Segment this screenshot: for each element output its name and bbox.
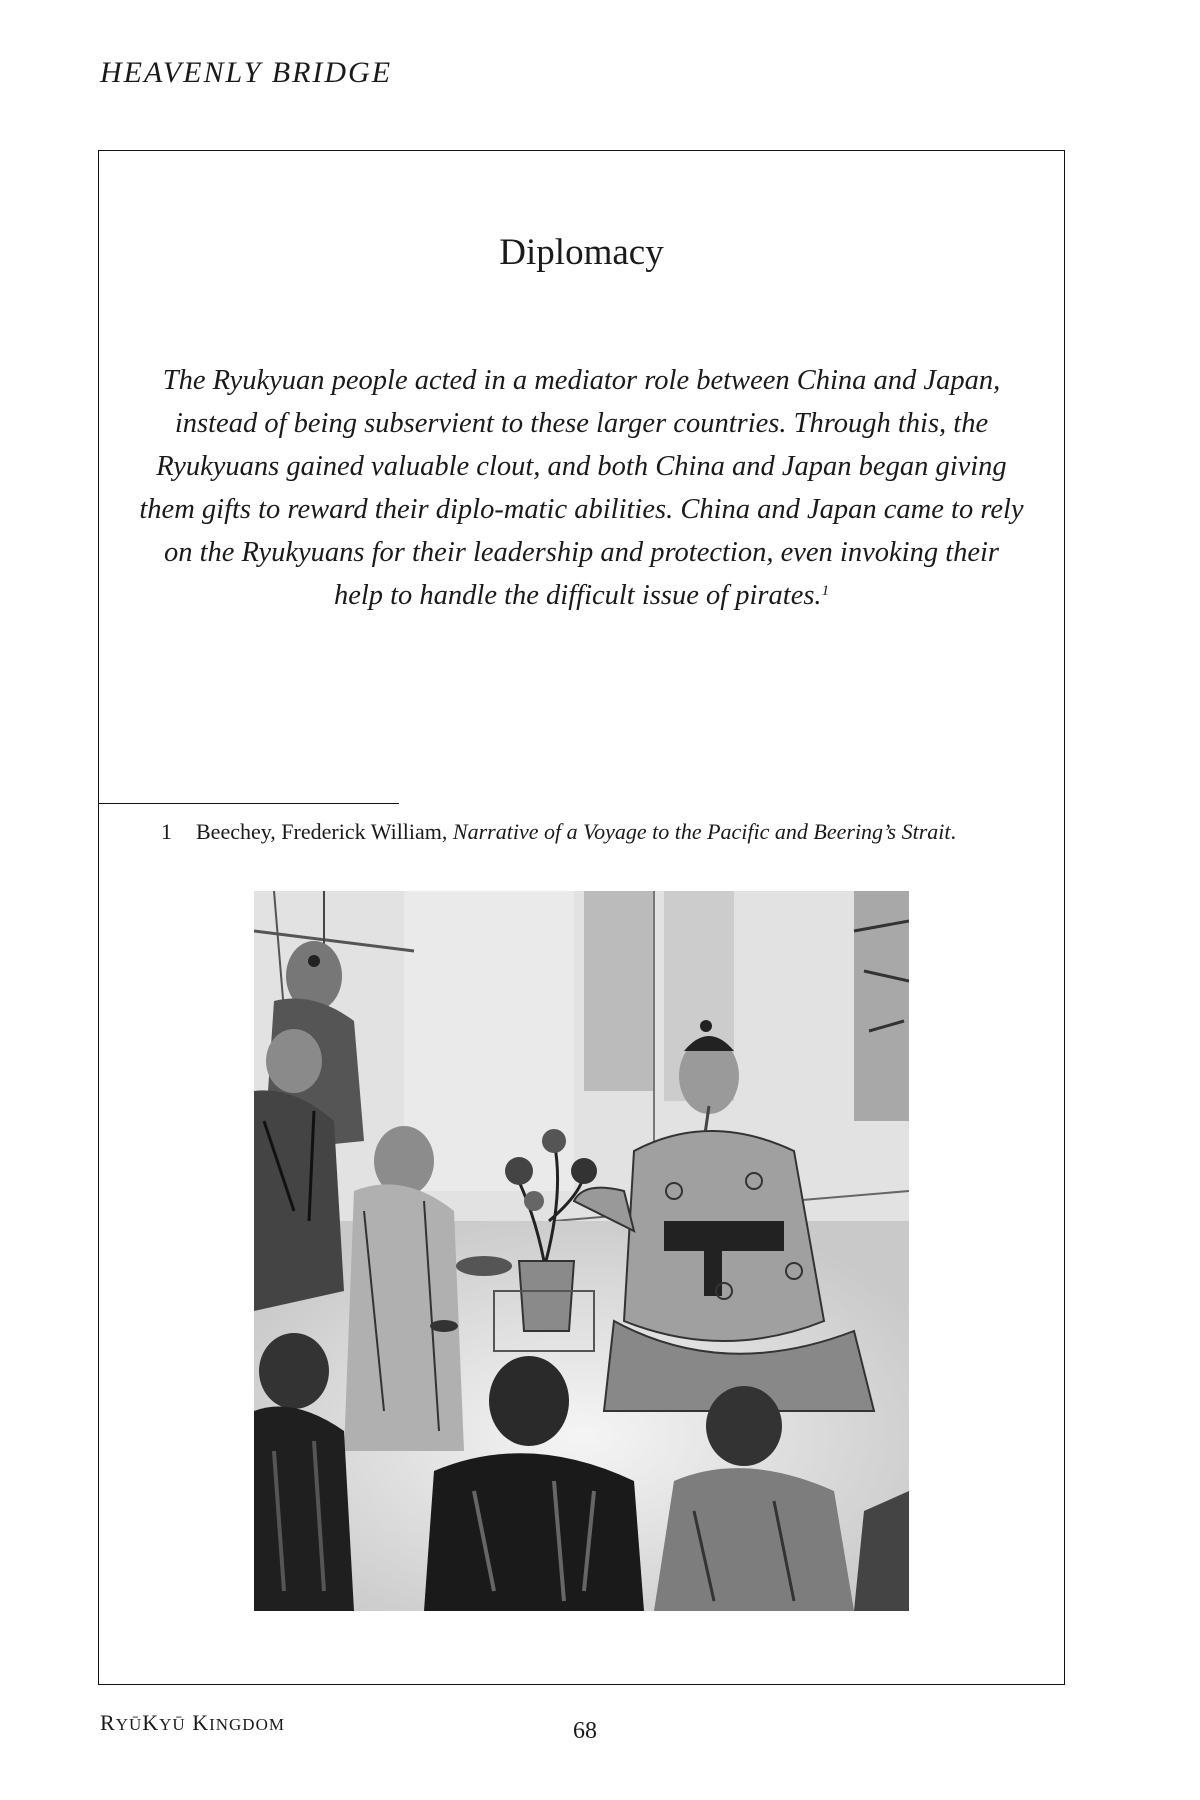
footnote (161, 819, 956, 845)
paragraph-text: The Ryukyuan people acted in a mediator role between China and Japan, instead of being subservient to these larger countries. Through this, the Ryukyuans gained valuable clout, and both China and Japan began giving them gifts to reward their diplo-matic abilities. China and Japan came to rely on the Ryukyuans for their leadership and protection, even invoking their help to handle the difficult issue of pirates. (139, 365, 1024, 611)
footer-title-part: YŪ (159, 1715, 186, 1734)
footer-title-part: K (192, 1710, 210, 1735)
footnote-end: . (950, 819, 956, 844)
footer-title-part: K (142, 1710, 160, 1735)
footer-title-part: R (100, 1710, 116, 1735)
ink-painting-illustration (254, 891, 909, 1611)
footnote-title: Narrative of a Voyage to the Pacific and Beering’s Strait (452, 819, 951, 844)
footnote-marker[interactable]: 1 (821, 583, 830, 599)
section-title: Diplomacy (499, 232, 664, 273)
footnote-rule (99, 803, 399, 804)
footnote-number: 1 (161, 819, 172, 844)
running-head: HEAVENLY BRIDGE (100, 56, 393, 89)
sidebar-box (98, 150, 1065, 1685)
page-number: 68 (573, 1718, 597, 1744)
footer-title-part: YŪ (115, 1715, 143, 1734)
footer-title-part: INGDOM (209, 1715, 285, 1734)
ink-painting-icon (254, 891, 909, 1611)
section-paragraph (139, 359, 1024, 617)
footnote-author: Beechey, Frederick William, (196, 819, 448, 844)
